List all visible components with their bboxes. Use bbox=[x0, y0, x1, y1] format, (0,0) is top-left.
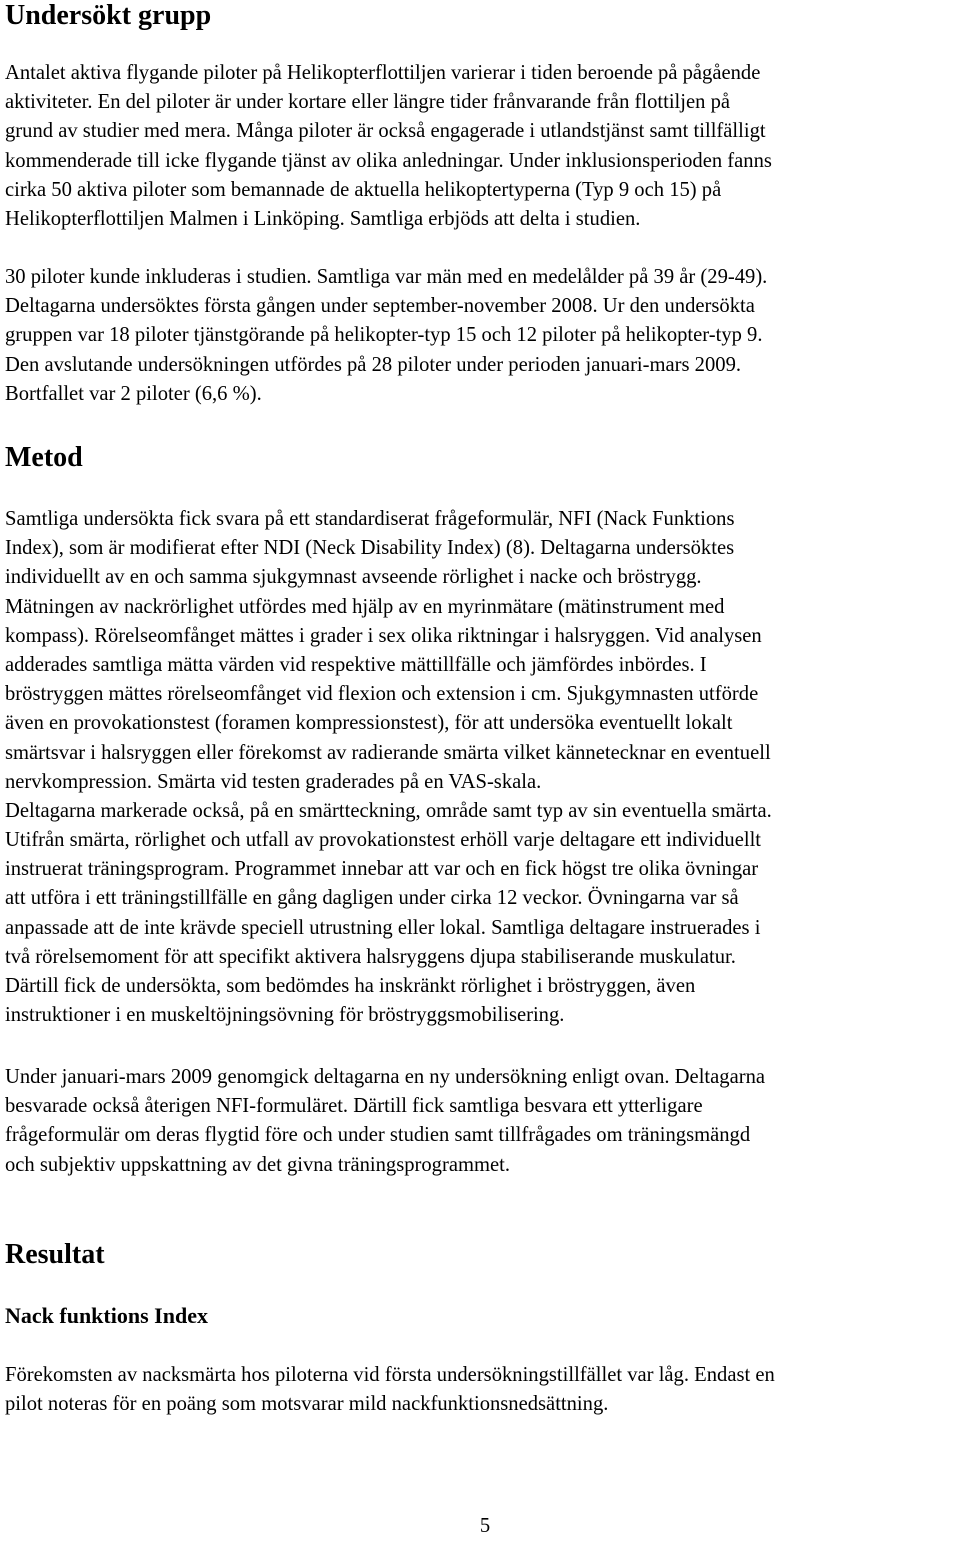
text-line: att utföra i ett träningstillfälle en gång dagligen under cirka 12 veckor. Övningarna var så bbox=[5, 887, 739, 910]
subheading-nack-funktions-index: Nack funktions Index bbox=[5, 1303, 208, 1328]
text-line: Därtill fick de undersökta, som bedömdes ha inskränkt rörlighet i bröstryggen, även bbox=[5, 975, 696, 997]
text-line: bröstryggen mättes rörelseomfånget vid flexion och extension i cm. Sjukgymnasten utförde bbox=[5, 683, 759, 706]
text-line: grund av studier med mera. Många piloter är också engagerade i utlandstjänst samt tillfälligt bbox=[5, 120, 766, 143]
text-line: Utifrån smärta, rörlighet och utfall av provokationstest erhöll varje deltagare ett individuellt bbox=[5, 829, 762, 852]
text-line: två rörelsemoment för att specifikt aktivera halsryggens djupa stabiliserande muskulatur. bbox=[5, 945, 736, 968]
text-line: även en provokationstest (foramen kompressionstest), för att undersöka eventuellt lokalt bbox=[5, 712, 733, 735]
heading-undersokt-grupp: Undersökt grupp bbox=[5, 0, 212, 31]
text-line: 30 piloter kunde inkluderas i studien. Samtliga var män med en medelålder på 39 år (29-49). bbox=[5, 266, 768, 288]
text-line: aktiviteter. En del piloter är under kortare eller längre tider frånvarande från flottiljen på bbox=[5, 91, 731, 114]
text-line: kommenderade till icke flygande tjänst av olika anledningar. Under inklusionsperioden fanns bbox=[5, 149, 772, 172]
text-line: Deltagarna markerade också, på en smärtteckning, område samt typ av sin eventuella smärta. bbox=[5, 799, 772, 822]
page-number: 5 bbox=[479, 1515, 491, 1537]
text-line: Samtliga undersökta fick svara på ett standardiserat frågeformulär, NFI (Nack Funktions bbox=[5, 508, 735, 530]
text-line: Förekomsten av nacksmärta hos piloterna vid första undersökningstillfället var låg. Endast en bbox=[5, 1364, 775, 1386]
text-line: anpassade att de inte krävde speciell utrustning eller lokal. Samtliga deltagare instruerades i bbox=[5, 916, 761, 939]
heading-metod: Metod bbox=[5, 442, 83, 473]
text-line: och subjektiv uppskattning av det givna träningsprogrammet. bbox=[5, 1153, 511, 1176]
paragraph-undersokt-grupp-1 bbox=[5, 59, 772, 234]
text-line: Index), som är modifierat efter NDI (Neck Disability Index) (8). Deltagarna undersöktes bbox=[5, 537, 735, 560]
text-line: gruppen var 18 piloter tjänstgörande på helikopter-typ 15 och 12 piloter på helikopter-typ 9. bbox=[5, 324, 763, 347]
text-line: besvarade också återigen NFI-formuläret. Därtill fick samtliga besvara ett ytterligare bbox=[5, 1095, 703, 1118]
text-line: Mätningen av nackrörlighet utfördes med hjälp av en myrinmätare (mätinstrument med bbox=[5, 595, 725, 618]
paragraph-metod-2 bbox=[5, 1063, 765, 1180]
text-line: cirka 50 aktiva piloter som bemannade de aktuella helikoptertyperna (Typ 9 och 15) på bbox=[5, 178, 722, 201]
paragraph-metod-1 bbox=[5, 505, 772, 1030]
text-line: Den avslutande undersökningen utfördes på 28 piloter under perioden januari-mars 2009. bbox=[5, 353, 742, 376]
text-line: instruktioner i en muskeltöjningsövning för bröstryggsmobilisering. bbox=[5, 1004, 565, 1027]
text-line: pilot noteras för en poäng som motsvarar mild nackfunktionsnedsättning. bbox=[5, 1393, 609, 1416]
text-line: adderades samtliga mätta värden vid respektive mättillfälle och jämfördes inbördes. I bbox=[5, 653, 707, 676]
text-line: nervkompression. Smärta vid testen graderades på en VAS-skala. bbox=[5, 770, 542, 793]
text-line: instruerat träningsprogram. Programmet innebar att var och en fick högst tre olika övningar bbox=[5, 858, 759, 881]
text-line: individuellt av en och samma sjukgymnast avseende rörlighet i nacke och bröstrygg. bbox=[5, 566, 702, 589]
text-line: smärtsvar i halsryggen eller förekomst av radierande smärta vilket kännetecknar en eventuell bbox=[5, 741, 771, 764]
heading-resultat: Resultat bbox=[5, 1239, 105, 1270]
text-line: Helikopterflottiljen Malmen i Linköping. Samtliga erbjöds att delta i studien. bbox=[5, 207, 641, 230]
text-line: Antalet aktiva flygande piloter på Helikopterflottiljen varierar i tiden beroende på pågående bbox=[5, 62, 761, 84]
paragraph-undersokt-grupp-2 bbox=[5, 263, 767, 409]
paragraph-resultat-1 bbox=[5, 1361, 775, 1419]
text-line: Bortfallet var 2 piloter (6,6 %). bbox=[5, 382, 262, 405]
text-line: frågeformulär om deras flygtid före och under studien samt tillfrågades om träningsmängd bbox=[5, 1124, 751, 1147]
text-line: Under januari-mars 2009 genomgick deltagarna en ny undersökning enligt ovan. Deltagarna bbox=[5, 1066, 766, 1088]
text-line: kompass). Rörelseomfånget mättes i grader i sex olika riktningar i halsryggen. Vid analysen bbox=[5, 624, 762, 647]
text-line: Deltagarna undersöktes första gången under september-november 2008. Ur den undersökta bbox=[5, 295, 755, 318]
